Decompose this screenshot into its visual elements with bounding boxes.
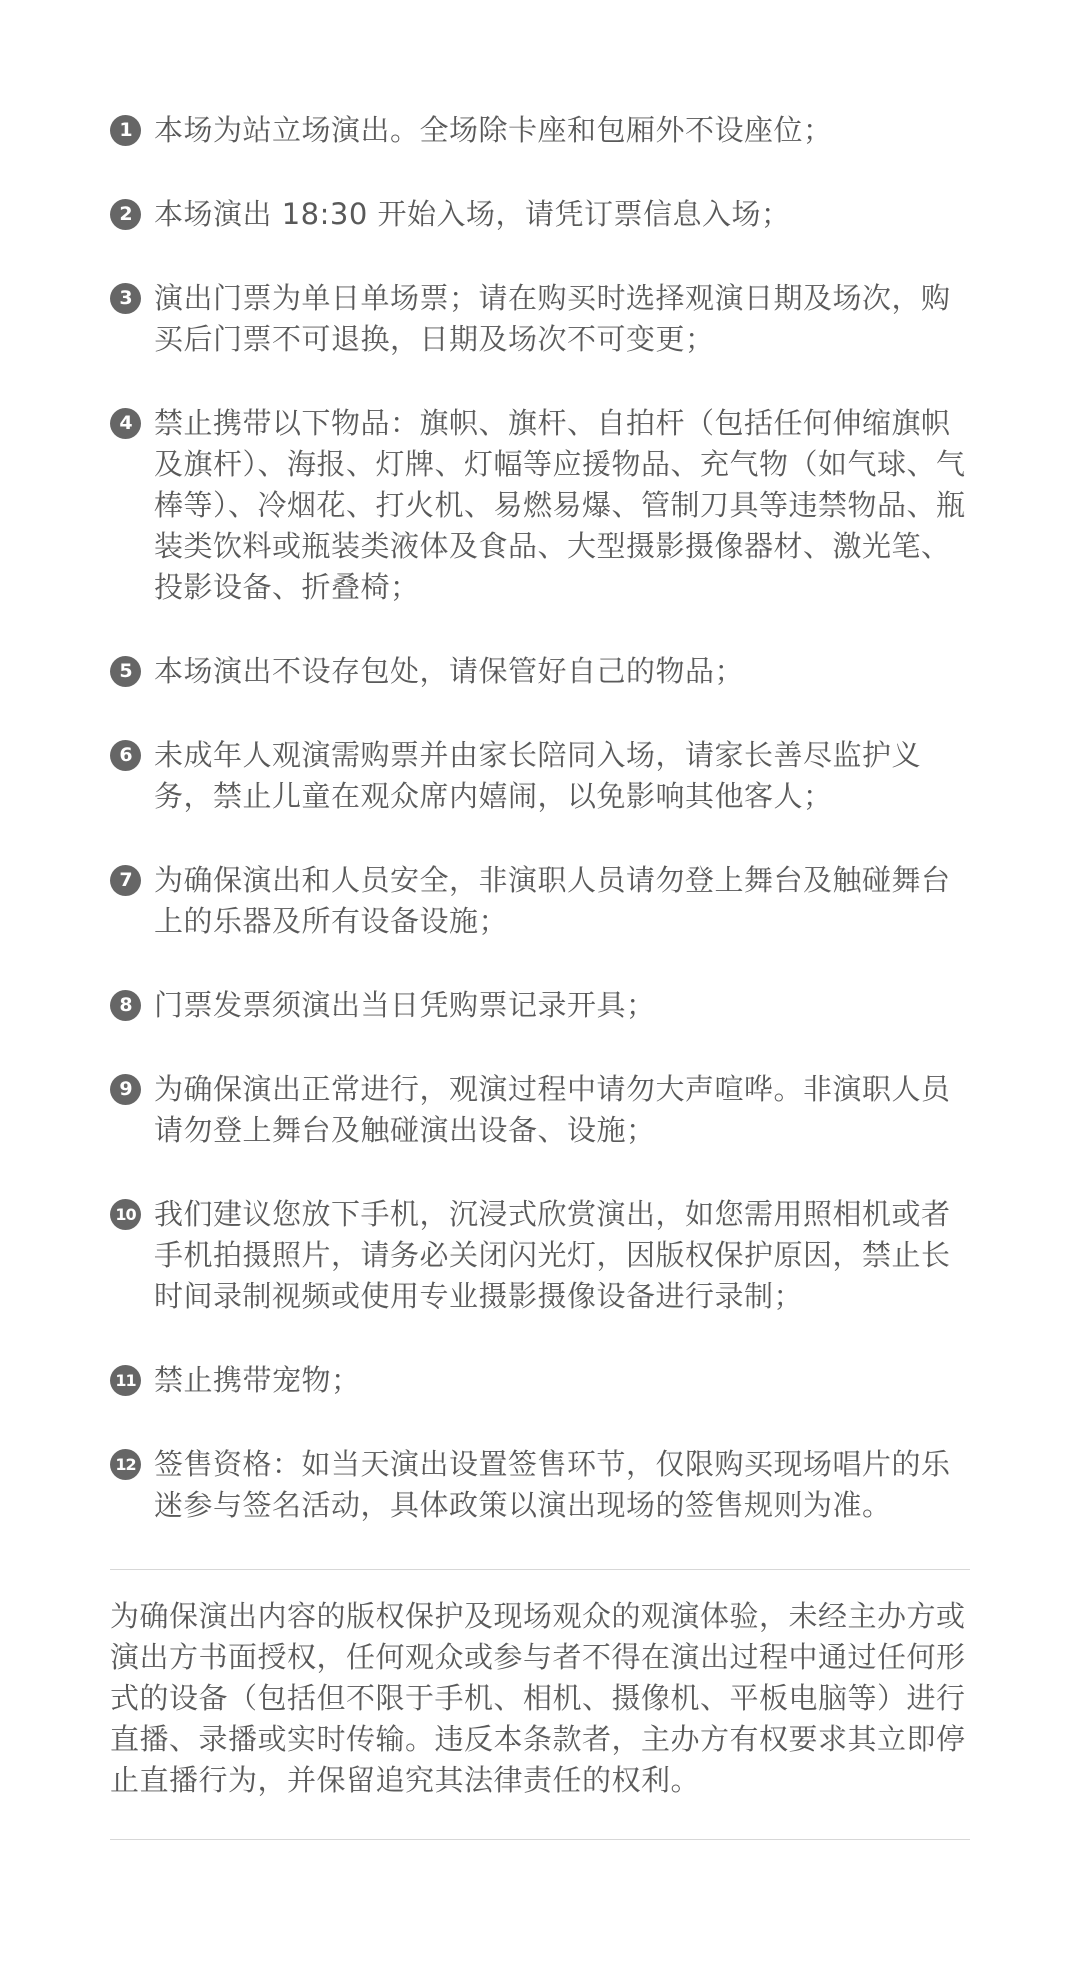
- rule-number-badge: 3: [110, 283, 141, 314]
- rule-text: 为确保演出正常进行，观演过程中请勿大声喧哗。非演职人员请勿登上舞台及触碰演出设备、设施；: [154, 1072, 951, 1147]
- rule-item: [110, 1360, 970, 1401]
- rule-number-badge: 8: [110, 990, 141, 1021]
- rule-item: [110, 1194, 970, 1317]
- rule-number-badge: 9: [110, 1074, 141, 1105]
- rule-item: [110, 985, 970, 1026]
- rule-text: 未成年人观演需购票并由家长陪同入场，请家长善尽监护义务，禁止儿童在观众席内嬉闹，以免影响其他客人；: [154, 738, 922, 813]
- rule-text: 禁止携带宠物；: [154, 1363, 361, 1397]
- rule-item: [110, 735, 970, 817]
- rule-number-badge: 1: [110, 115, 141, 146]
- rule-text: 禁止携带以下物品：旗帜、旗杆、自拍杆（包括任何伸缩旗帜及旗杆）、海报、灯牌、灯幅等应援物品、充气物（如气球、气棒等）、冷烟花、打火机、易燃易爆、管制刀具等违禁物品、瓶装类饮料或瓶装类液体及食品、大型摄影摄像器材、激光笔、投影设备、折叠椅；: [154, 406, 966, 604]
- rule-number-badge: 5: [110, 656, 141, 687]
- rule-item: [110, 860, 970, 942]
- rule-number-badge: 7: [110, 865, 141, 896]
- copyright-notice: 为确保演出内容的版权保护及现场观众的观演体验，未经主办方或演出方书面授权，任何观众或参与者不得在演出过程中通过任何形式的设备（包括但不限于手机、相机、摄像机、平板电脑等）进行直播、录播或实时传输。违反本条款者，主办方有权要求其立即停止直播行为，并保留追究其法律责任的权利。: [110, 1599, 966, 1797]
- rule-item: [110, 1444, 970, 1526]
- rule-text: 本场演出 18:30 开始入场，请凭订票信息入场；: [154, 197, 791, 231]
- rule-item: [110, 110, 970, 151]
- bottom-divider: [110, 1839, 970, 1840]
- rule-text: 为确保演出和人员安全，非演职人员请勿登上舞台及触碰舞台上的乐器及所有设备设施；: [154, 863, 951, 938]
- rule-number-badge: 10: [110, 1199, 141, 1230]
- rule-text: 我们建议您放下手机，沉浸式欣赏演出，如您需用照相机或者手机拍摄照片，请务必关闭闪光灯，因版权保护原因，禁止长时间录制视频或使用专业摄影摄像设备进行录制；: [154, 1197, 951, 1313]
- rule-number-badge: 4: [110, 408, 141, 439]
- rule-text: 签售资格：如当天演出设置签售环节，仅限购买现场唱片的乐迷参与签名活动，具体政策以演出现场的签售规则为准。: [154, 1447, 951, 1522]
- rule-item: [110, 278, 970, 360]
- rule-number-badge: 12: [110, 1449, 141, 1480]
- rule-item: [110, 1069, 970, 1151]
- rule-text: 本场演出不设存包处，请保管好自己的物品；: [154, 654, 745, 688]
- rule-item: [110, 403, 970, 608]
- rule-number-badge: 2: [110, 199, 141, 230]
- rule-text: 门票发票须演出当日凭购票记录开具；: [154, 988, 656, 1022]
- rule-text: 演出门票为单日单场票；请在购买时选择观演日期及场次，购买后门票不可退换，日期及场次不可变更；: [154, 281, 951, 356]
- rule-item: [110, 651, 970, 692]
- rule-number-badge: 6: [110, 740, 141, 771]
- rule-text: 本场为站立场演出。全场除卡座和包厢外不设座位；: [154, 113, 833, 147]
- rule-number-badge: 11: [110, 1365, 141, 1396]
- rules-list: [110, 110, 970, 1526]
- top-divider: [110, 1569, 970, 1570]
- rule-item: [110, 194, 970, 235]
